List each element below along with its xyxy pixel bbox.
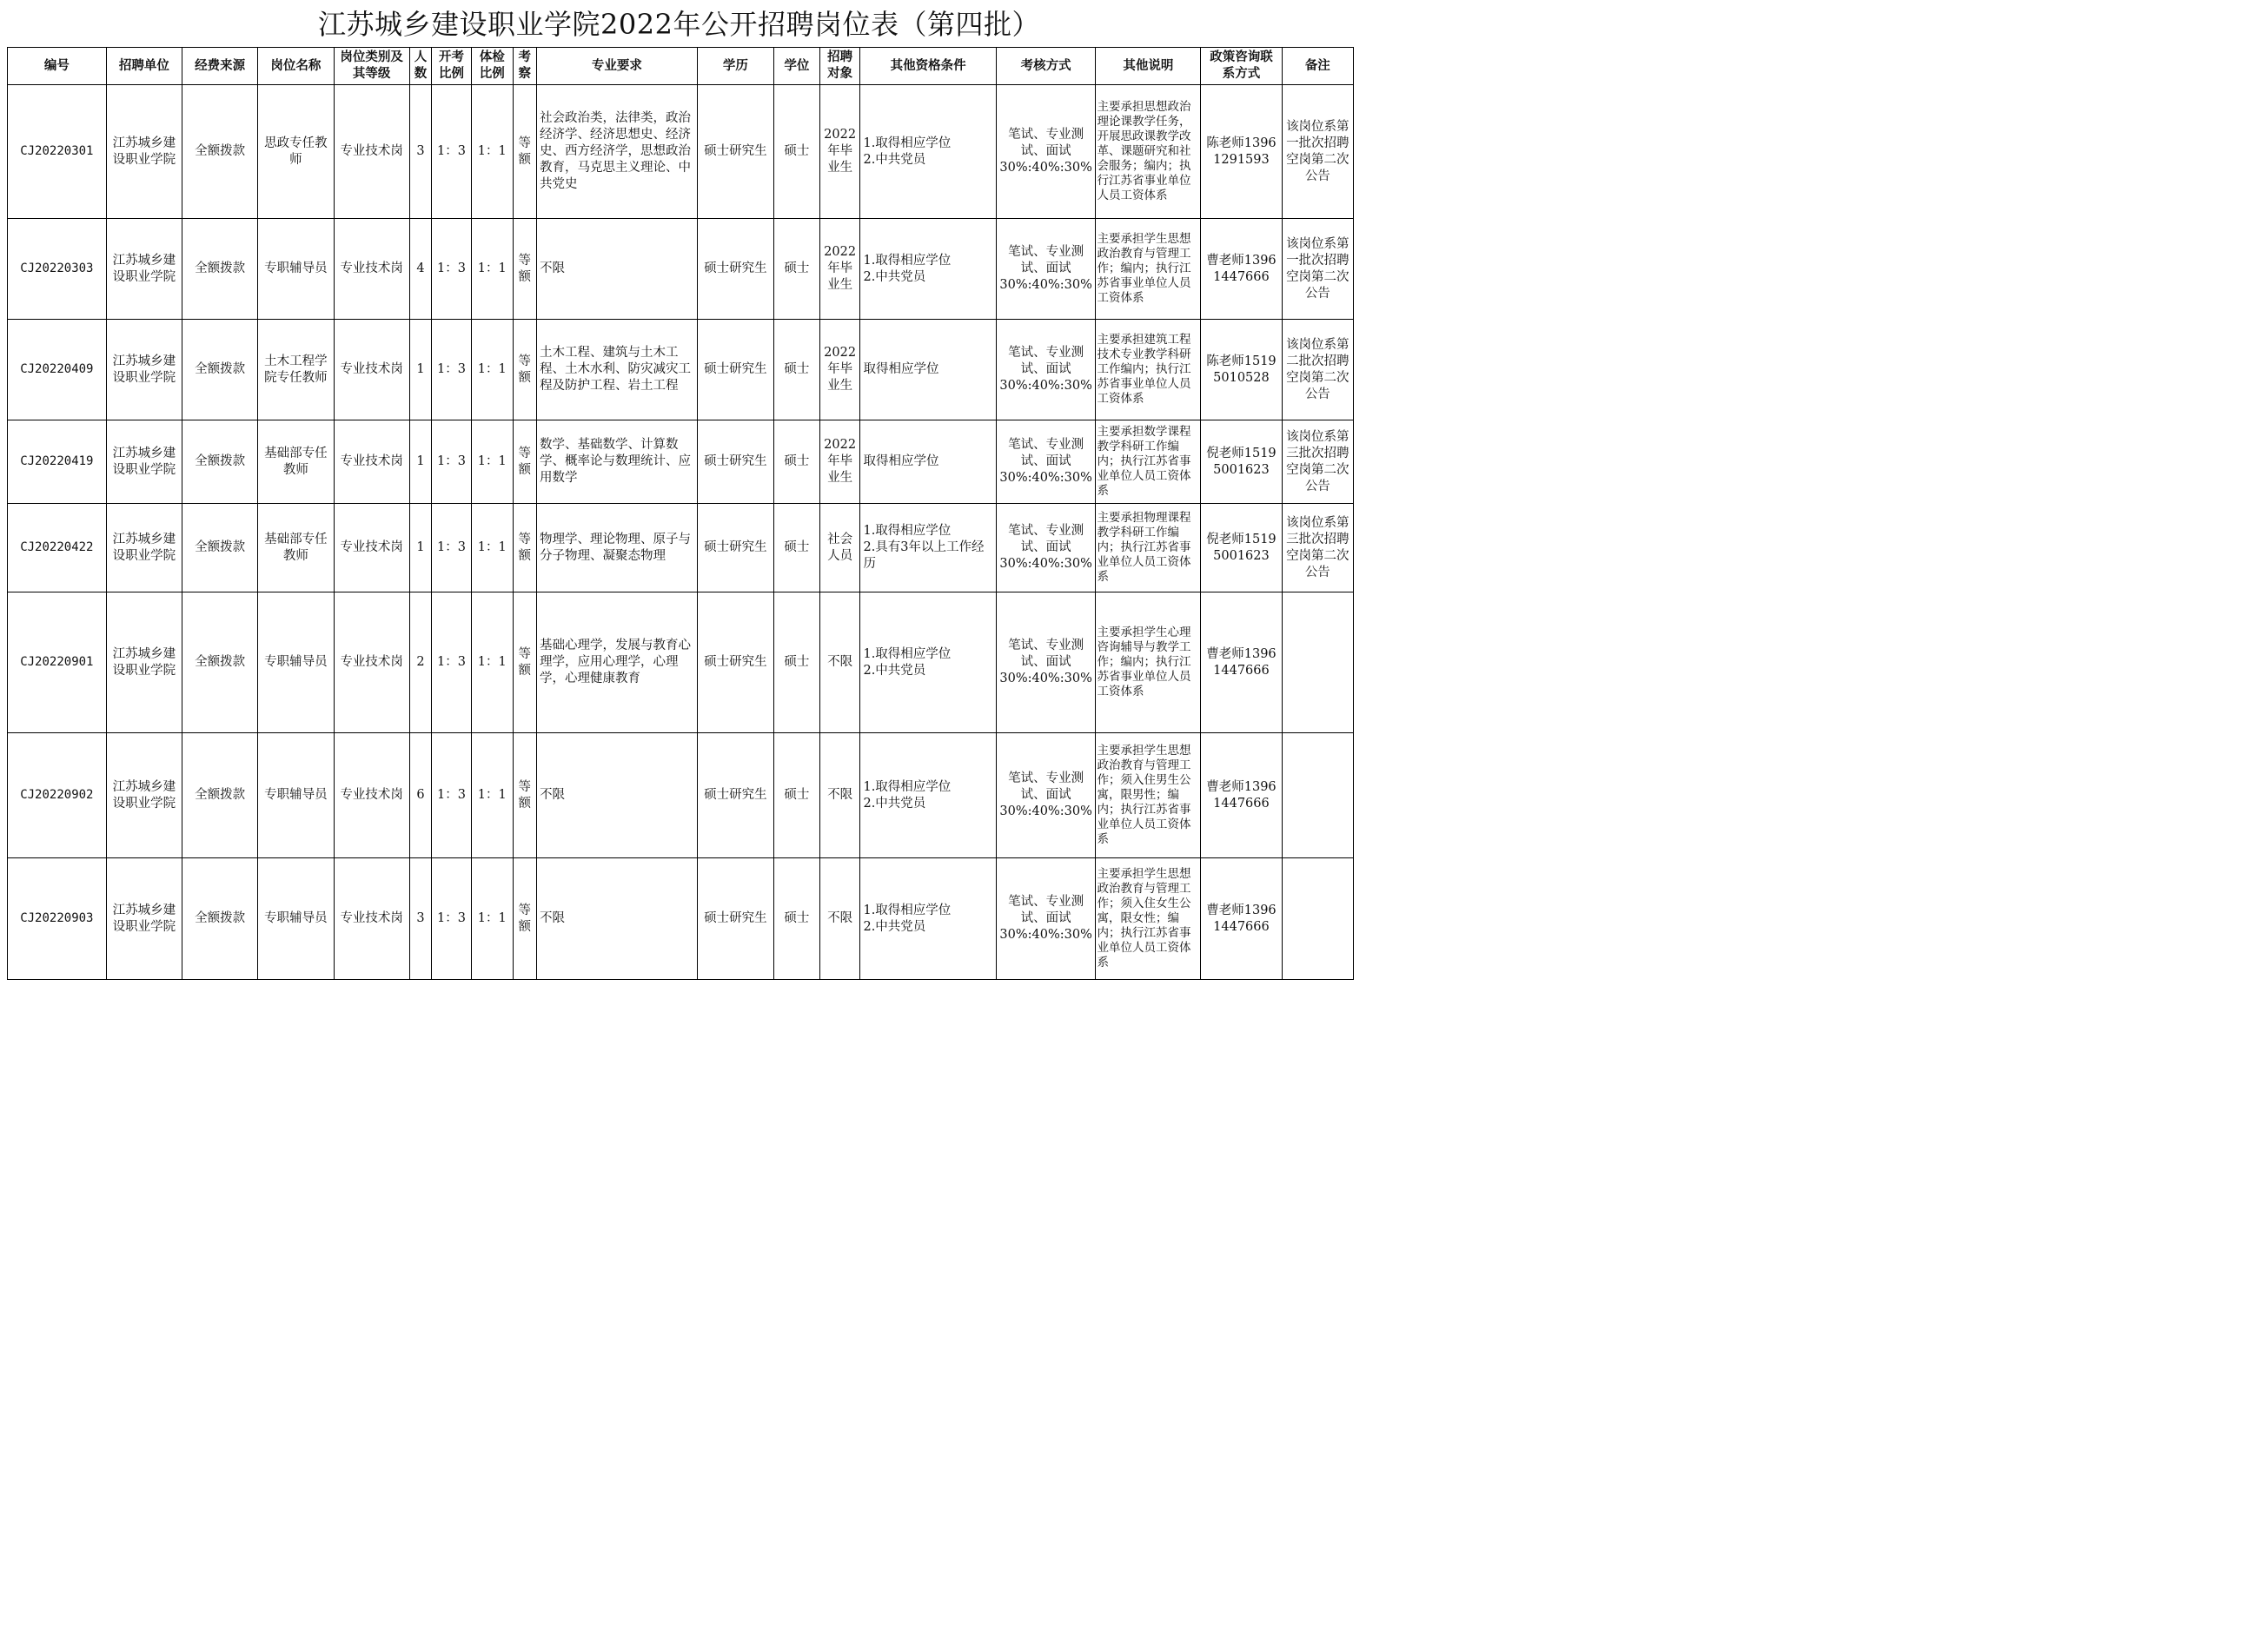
cell-qualification: 取得相应学位 xyxy=(860,320,996,420)
cell-check-ratio: 1：1 xyxy=(471,592,513,733)
cell-major: 土木工程、建筑与土木工程、土木水利、防灾减灾工程及防护工程、岩土工程 xyxy=(536,320,697,420)
cell-id: CJ20220901 xyxy=(8,592,107,733)
cell-qualification: 取得相应学位 xyxy=(860,420,996,504)
cell-check-ratio: 1：1 xyxy=(471,320,513,420)
table-row xyxy=(8,420,1354,504)
cell-education: 硕士研究生 xyxy=(697,219,773,320)
recruitment-table xyxy=(7,47,1354,980)
cell-unit: 江苏城乡建设职业学院 xyxy=(106,85,182,219)
cell-funding: 全额拨款 xyxy=(182,592,257,733)
cell-funding: 全额拨款 xyxy=(182,504,257,592)
cell-count: 1 xyxy=(409,420,431,504)
cell-remark xyxy=(1282,858,1353,980)
cell-assessment: 笔试、专业测试、面试 30%:40%:30% xyxy=(996,733,1096,858)
cell-notes: 主要承担数学课程教学科研工作编内；执行江苏省事业单位人员工资体系 xyxy=(1096,420,1201,504)
cell-id: CJ20220301 xyxy=(8,85,107,219)
cell-qualification: 1.取得相应学位 2.具有3年以上工作经历 xyxy=(860,504,996,592)
cell-contact: 倪老师15195001623 xyxy=(1201,504,1282,592)
cell-contact: 陈老师13961291593 xyxy=(1201,85,1282,219)
cell-remark: 该岗位系第一批次招聘空岗第二次公告 xyxy=(1282,85,1353,219)
cell-inspect: 等额 xyxy=(513,85,536,219)
cell-degree: 硕士 xyxy=(774,504,820,592)
cell-target: 2022年毕业生 xyxy=(819,420,860,504)
cell-funding: 全额拨款 xyxy=(182,219,257,320)
cell-exam-ratio: 1：3 xyxy=(432,219,472,320)
cell-count: 2 xyxy=(409,592,431,733)
cell-major: 物理学、理论物理、原子与分子物理、凝聚态物理 xyxy=(536,504,697,592)
cell-major: 数学、基础数学、计算数学、概率论与数理统计、应用数学 xyxy=(536,420,697,504)
cell-major: 不限 xyxy=(536,858,697,980)
table-row xyxy=(8,858,1354,980)
cell-category: 专业技术岗 xyxy=(334,504,409,592)
cell-check-ratio: 1：1 xyxy=(471,420,513,504)
cell-target: 不限 xyxy=(819,592,860,733)
cell-remark xyxy=(1282,733,1353,858)
cell-unit: 江苏城乡建设职业学院 xyxy=(106,504,182,592)
table-row xyxy=(8,504,1354,592)
cell-id: CJ20220303 xyxy=(8,219,107,320)
cell-qualification: 1.取得相应学位 2.中共党员 xyxy=(860,592,996,733)
cell-id: CJ20220902 xyxy=(8,733,107,858)
cell-contact: 倪老师15195001623 xyxy=(1201,420,1282,504)
cell-inspect: 等额 xyxy=(513,320,536,420)
cell-exam-ratio: 1：3 xyxy=(432,420,472,504)
cell-remark: 该岗位系第三批次招聘空岗第二次公告 xyxy=(1282,420,1353,504)
cell-major: 不限 xyxy=(536,219,697,320)
column-header: 其他说明 xyxy=(1096,48,1201,85)
cell-qualification: 1.取得相应学位 2.中共党员 xyxy=(860,858,996,980)
table-body xyxy=(8,85,1354,980)
cell-inspect: 等额 xyxy=(513,219,536,320)
cell-notes: 主要承担学生心理咨询辅导与教学工作；编内；执行江苏省事业单位人员工资体系 xyxy=(1096,592,1201,733)
cell-position: 专职辅导员 xyxy=(258,219,334,320)
table-header-row xyxy=(8,48,1354,85)
cell-exam-ratio: 1：3 xyxy=(432,320,472,420)
cell-education: 硕士研究生 xyxy=(697,320,773,420)
cell-assessment: 笔试、专业测试、面试 30%:40%:30% xyxy=(996,85,1096,219)
cell-contact: 曹老师13961447666 xyxy=(1201,733,1282,858)
cell-count: 3 xyxy=(409,85,431,219)
cell-notes: 主要承担学生思想政治教育与管理工作；编内；执行江苏省事业单位人员工资体系 xyxy=(1096,219,1201,320)
cell-target: 2022年毕业生 xyxy=(819,85,860,219)
cell-degree: 硕士 xyxy=(774,733,820,858)
column-header: 备注 xyxy=(1282,48,1353,85)
column-header: 政策咨询联系方式 xyxy=(1201,48,1282,85)
cell-category: 专业技术岗 xyxy=(334,592,409,733)
cell-funding: 全额拨款 xyxy=(182,85,257,219)
table-row xyxy=(8,733,1354,858)
cell-major: 社会政治类，法律类，政治经济学、经济思想史、经济史、西方经济学，思想政治教育，马克思主义理论、中共党史 xyxy=(536,85,697,219)
table-row xyxy=(8,320,1354,420)
column-header: 岗位类别及其等级 xyxy=(334,48,409,85)
cell-unit: 江苏城乡建设职业学院 xyxy=(106,219,182,320)
cell-exam-ratio: 1：3 xyxy=(432,504,472,592)
table-row xyxy=(8,85,1354,219)
column-header: 招聘对象 xyxy=(819,48,860,85)
cell-contact: 曹老师13961447666 xyxy=(1201,219,1282,320)
cell-remark xyxy=(1282,592,1353,733)
cell-inspect: 等额 xyxy=(513,592,536,733)
cell-target: 社会人员 xyxy=(819,504,860,592)
cell-notes: 主要承担物理课程教学科研工作编内；执行江苏省事业单位人员工资体系 xyxy=(1096,504,1201,592)
cell-unit: 江苏城乡建设职业学院 xyxy=(106,592,182,733)
cell-notes: 主要承担思想政治理论课教学任务，开展思政课教学改革、课题研究和社会服务；编内；执行江苏省事业单位人员工资体系 xyxy=(1096,85,1201,219)
cell-category: 专业技术岗 xyxy=(334,733,409,858)
cell-contact: 曹老师13961447666 xyxy=(1201,592,1282,733)
cell-exam-ratio: 1：3 xyxy=(432,858,472,980)
page-title: 江苏城乡建设职业学院2022年公开招聘岗位表（第四批） xyxy=(318,8,1040,41)
column-header: 开考比例 xyxy=(432,48,472,85)
column-header: 岗位名称 xyxy=(258,48,334,85)
cell-exam-ratio: 1：3 xyxy=(432,85,472,219)
cell-count: 6 xyxy=(409,733,431,858)
cell-target: 2022年毕业生 xyxy=(819,219,860,320)
cell-funding: 全额拨款 xyxy=(182,420,257,504)
cell-assessment: 笔试、专业测试、面试 30%:40%:30% xyxy=(996,504,1096,592)
cell-assessment: 笔试、专业测试、面试 30%:40%:30% xyxy=(996,858,1096,980)
cell-notes: 主要承担建筑工程技术专业教学科研工作编内；执行江苏省事业单位人员工资体系 xyxy=(1096,320,1201,420)
cell-target: 不限 xyxy=(819,858,860,980)
cell-count: 4 xyxy=(409,219,431,320)
cell-degree: 硕士 xyxy=(774,320,820,420)
cell-count: 1 xyxy=(409,320,431,420)
cell-check-ratio: 1：1 xyxy=(471,858,513,980)
cell-notes: 主要承担学生思想政治教育与管理工作；须入住男生公寓，限男性；编内；执行江苏省事业单位人员工资体系 xyxy=(1096,733,1201,858)
column-header: 考察 xyxy=(513,48,536,85)
cell-unit: 江苏城乡建设职业学院 xyxy=(106,733,182,858)
column-header: 体检比例 xyxy=(471,48,513,85)
cell-category: 专业技术岗 xyxy=(334,219,409,320)
cell-unit: 江苏城乡建设职业学院 xyxy=(106,320,182,420)
cell-position: 土木工程学院专任教师 xyxy=(258,320,334,420)
cell-remark: 该岗位系第一批次招聘空岗第二次公告 xyxy=(1282,219,1353,320)
column-header: 编号 xyxy=(8,48,107,85)
cell-assessment: 笔试、专业测试、面试 30%:40%:30% xyxy=(996,592,1096,733)
cell-qualification: 1.取得相应学位 2.中共党员 xyxy=(860,733,996,858)
cell-notes: 主要承担学生思想政治教育与管理工作；须入住女生公寓，限女性；编内；执行江苏省事业单位人员工资体系 xyxy=(1096,858,1201,980)
cell-education: 硕士研究生 xyxy=(697,85,773,219)
cell-education: 硕士研究生 xyxy=(697,420,773,504)
cell-category: 专业技术岗 xyxy=(334,420,409,504)
cell-qualification: 1.取得相应学位 2.中共党员 xyxy=(860,85,996,219)
cell-position: 思政专任教师 xyxy=(258,85,334,219)
cell-contact: 陈老师15195010528 xyxy=(1201,320,1282,420)
cell-education: 硕士研究生 xyxy=(697,733,773,858)
cell-category: 专业技术岗 xyxy=(334,320,409,420)
column-header: 学位 xyxy=(774,48,820,85)
cell-position: 基础部专任教师 xyxy=(258,420,334,504)
cell-degree: 硕士 xyxy=(774,858,820,980)
cell-category: 专业技术岗 xyxy=(334,858,409,980)
cell-position: 专职辅导员 xyxy=(258,858,334,980)
cell-check-ratio: 1：1 xyxy=(471,85,513,219)
cell-education: 硕士研究生 xyxy=(697,858,773,980)
table-row xyxy=(8,592,1354,733)
cell-qualification: 1.取得相应学位 2.中共党员 xyxy=(860,219,996,320)
cell-inspect: 等额 xyxy=(513,733,536,858)
cell-degree: 硕士 xyxy=(774,219,820,320)
cell-id: CJ20220409 xyxy=(8,320,107,420)
cell-remark: 该岗位系第三批次招聘空岗第二次公告 xyxy=(1282,504,1353,592)
cell-education: 硕士研究生 xyxy=(697,592,773,733)
cell-target: 2022年毕业生 xyxy=(819,320,860,420)
cell-count: 3 xyxy=(409,858,431,980)
cell-target: 不限 xyxy=(819,733,860,858)
cell-major: 不限 xyxy=(536,733,697,858)
cell-degree: 硕士 xyxy=(774,592,820,733)
cell-funding: 全额拨款 xyxy=(182,858,257,980)
column-header: 其他资格条件 xyxy=(860,48,996,85)
cell-degree: 硕士 xyxy=(774,85,820,219)
column-header: 经费来源 xyxy=(182,48,257,85)
cell-id: CJ20220419 xyxy=(8,420,107,504)
cell-inspect: 等额 xyxy=(513,420,536,504)
cell-contact: 曹老师13961447666 xyxy=(1201,858,1282,980)
cell-remark: 该岗位系第二批次招聘空岗第二次公告 xyxy=(1282,320,1353,420)
column-header: 人数 xyxy=(409,48,431,85)
cell-major: 基础心理学，发展与教育心理学，应用心理学，心理学，心理健康教育 xyxy=(536,592,697,733)
cell-funding: 全额拨款 xyxy=(182,733,257,858)
column-header: 考核方式 xyxy=(996,48,1096,85)
cell-assessment: 笔试、专业测试、面试 30%:40%:30% xyxy=(996,320,1096,420)
cell-category: 专业技术岗 xyxy=(334,85,409,219)
cell-exam-ratio: 1：3 xyxy=(432,592,472,733)
column-header: 招聘单位 xyxy=(106,48,182,85)
cell-exam-ratio: 1：3 xyxy=(432,733,472,858)
cell-check-ratio: 1：1 xyxy=(471,733,513,858)
cell-unit: 江苏城乡建设职业学院 xyxy=(106,420,182,504)
cell-count: 1 xyxy=(409,504,431,592)
column-header: 学历 xyxy=(697,48,773,85)
column-header: 专业要求 xyxy=(536,48,697,85)
cell-unit: 江苏城乡建设职业学院 xyxy=(106,858,182,980)
cell-inspect: 等额 xyxy=(513,858,536,980)
cell-funding: 全额拨款 xyxy=(182,320,257,420)
cell-inspect: 等额 xyxy=(513,504,536,592)
cell-degree: 硕士 xyxy=(774,420,820,504)
cell-check-ratio: 1：1 xyxy=(471,504,513,592)
cell-assessment: 笔试、专业测试、面试 30%:40%:30% xyxy=(996,219,1096,320)
cell-education: 硕士研究生 xyxy=(697,504,773,592)
cell-id: CJ20220903 xyxy=(8,858,107,980)
cell-position: 专职辅导员 xyxy=(258,592,334,733)
cell-check-ratio: 1：1 xyxy=(471,219,513,320)
table-row xyxy=(8,219,1354,320)
cell-position: 基础部专任教师 xyxy=(258,504,334,592)
cell-position: 专职辅导员 xyxy=(258,733,334,858)
cell-assessment: 笔试、专业测试、面试 30%:40%:30% xyxy=(996,420,1096,504)
cell-id: CJ20220422 xyxy=(8,504,107,592)
